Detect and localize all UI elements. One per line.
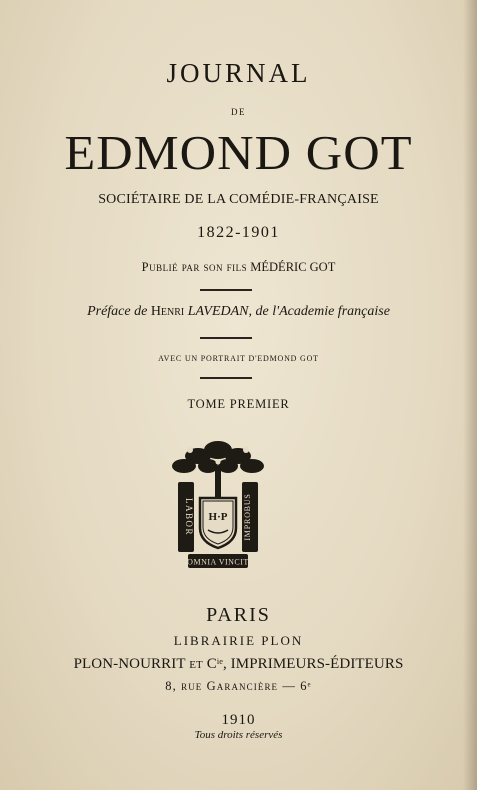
publisher-et: et — [189, 656, 203, 672]
rights-notice: Tous droits réservés — [194, 729, 283, 741]
title-de: DE — [231, 107, 246, 117]
author-years: 1822-1901 — [197, 224, 280, 241]
published-by-name: MÉDÉRIC GOT — [250, 260, 336, 274]
divider-rule — [200, 289, 252, 291]
divider-rule — [200, 337, 252, 339]
shield-icon — [200, 498, 236, 548]
address-street: rue Garancière — 6 — [181, 679, 308, 693]
publisher-c: C — [206, 656, 217, 672]
preface-last-name: LAVEDAN, — [187, 304, 253, 319]
publisher-role: , IMPRIMEURS-ÉDITEURS — [222, 656, 404, 672]
divider-rule — [200, 377, 252, 379]
address-arrondissement-sup: e — [307, 681, 312, 689]
preface-suffix: de l'Academie française — [255, 304, 390, 319]
imprint-address — [0, 679, 477, 694]
preface-first-name: Henri — [150, 304, 185, 319]
publisher-emblem — [170, 436, 266, 574]
left-motto: LABOR — [184, 497, 194, 537]
title-journal: JOURNAL — [166, 58, 311, 88]
right-motto: IMPROBUS — [243, 493, 252, 541]
shield-monogram: H·P — [208, 511, 228, 523]
tree-trunk-icon — [215, 466, 221, 500]
address-number: 8, — [165, 679, 177, 693]
author-name: EDMOND GOT — [64, 125, 413, 180]
bottom-motto: OMNIA VINCIT — [187, 557, 249, 567]
portrait-line: AVEC UN PORTRAIT D'EDMOND GOT — [158, 354, 319, 363]
published-by-line — [0, 260, 477, 275]
volume-label: TOME PREMIER — [187, 397, 290, 411]
preface-prefix: Préface de — [87, 304, 148, 319]
author-subtitle: SOCIÉTAIRE DE LA COMÉDIE-FRANÇAISE — [98, 192, 379, 207]
published-by-prefix: Publié par son fils — [141, 260, 248, 274]
preface-line — [0, 304, 477, 320]
publisher-name: PLON-NOURRIT — [73, 656, 186, 672]
imprint-librairie: LIBRAIRIE PLON — [173, 633, 304, 648]
imprint-city: PARIS — [206, 604, 271, 626]
imprint-publisher — [0, 656, 477, 673]
publication-year: 1910 — [221, 712, 256, 728]
publisher-ie: ie — [216, 656, 223, 666]
